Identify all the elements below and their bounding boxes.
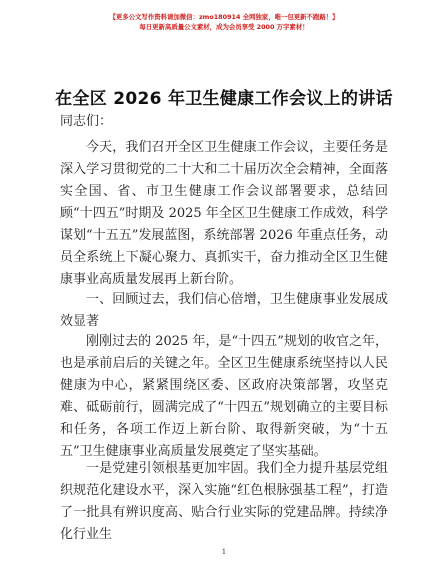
greeting: 同志们： [60, 114, 113, 129]
promo-banner [0, 12, 448, 32]
promo-line-2: 每日更新高质量公文素材，成为会员享受 2000 万字素材！ [139, 23, 309, 31]
promo-line-1: 【更多公文写作资料请加微信：zmo180914 全网独家，唯一包更新不跑路！】 [109, 13, 339, 21]
paragraph-party-building: 一是党建引领根基更加牢固。我们全力提升基层党组织规范化建设水平，深入实施“红色根脉强基工程”，打造了一批具有辨识度高、贴合行业实际的党建品牌。持续净化行业生 [60, 461, 388, 542]
document-title: 在全区 2026 年卫生健康工作会议上的讲话 [55, 89, 393, 109]
paragraph-intro: 今天，我们召开全区卫生健康工作会议，主要任务是深入学习贯彻党的二十大和二十届历次全会精神，全面落实全国、省、市卫生健康工作会议部署要求，总结回顾“十四五”时期及 2025 年全区卫生健康工作成效，科学谋划“十五五”发展蓝图，系统部署 2026 年重点任务，动员全系统上下凝心聚力、真抓实干，奋力推动全区卫生健康事业高质量发展再上新台阶。 [60, 140, 388, 287]
page-number: 1 [221, 548, 227, 556]
section-heading: 一、回顾过去，我们信心倍增，卫生健康事业发展成效显著 [60, 292, 388, 329]
paragraph-review: 刚刚过去的 2025 年，是“十四五”规划的收官之年，也是承前启后的关键之年。全区卫生健康系统坚持以人民健康为中心，紧紧围绕区委、区政府决策部署，攻坚克难、砥砺前行，圆满完成了“十四五”规划确立的主要目标和任务，各项工作迈上新台阶、取得新突破，为“十五五”卫生健康事业高质量发展奠定了坚实基础。 [60, 334, 388, 459]
